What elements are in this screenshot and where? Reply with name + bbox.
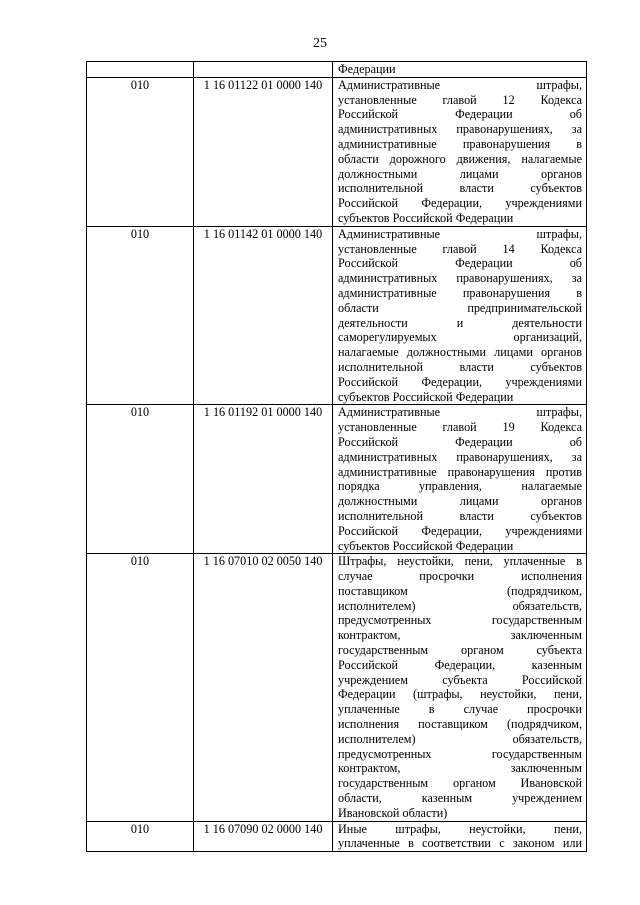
budget-codes-table [86, 61, 587, 852]
budget-classification-code-cell: 1 16 07090 02 0000 140 [194, 821, 333, 852]
description-line: области предпринимательской [338, 300, 582, 315]
table-row [87, 821, 587, 852]
description-line: Российской Федерации, казенным [338, 657, 582, 672]
table-row [87, 77, 587, 226]
description-line: области дорожного движения, налагаемые [338, 151, 582, 166]
description-line: случае просрочки исполнения [338, 569, 582, 584]
admin-code-cell: 010 [87, 821, 194, 852]
admin-code-cell: 010 [87, 554, 194, 821]
description-line: Российской Федерации об [338, 434, 582, 449]
description-line: Штрафы, неустойки, пени, уплаченные в [338, 554, 582, 569]
description-line: субъектов Российской Федерации [338, 538, 514, 553]
description-line: государственным органом субъекта [338, 643, 582, 658]
description-line: контрактом, заключенным [338, 628, 582, 643]
description-line: поставщиком (подрядчиком, [338, 583, 582, 598]
description-line: уплаченные в случае просрочки [338, 702, 582, 717]
description-line: уплаченные в соответствии с законом или [338, 836, 582, 851]
description-line: Иные штрафы, неустойки, пени, [338, 821, 582, 836]
description-line: административных правонарушениях, за [338, 122, 582, 137]
description-line: административных правонарушениях, за [338, 271, 582, 286]
budget-classification-code-cell: 1 16 01142 01 0000 140 [194, 226, 333, 405]
description-line: исполнения поставщиком (подрядчиком, [338, 717, 582, 732]
description-line: исполнительной власти субъектов [338, 181, 582, 196]
revenue-description-cell [333, 554, 587, 821]
budget-classification-code-cell [194, 62, 333, 78]
description-line: административные правонарушения в [338, 136, 582, 151]
admin-code-cell [87, 62, 194, 78]
revenue-description-cell [333, 405, 587, 554]
description-line: Административные штрафы, [338, 77, 582, 92]
revenue-description-cell [333, 62, 587, 78]
description-line: Российской Федерации, учреждениями [338, 374, 582, 389]
description-line: исполнителем) обязательств, [338, 731, 582, 746]
description-line: Российской Федерации, учреждениями [338, 196, 582, 211]
description-line: установленные главой 12 Кодекса [338, 92, 582, 107]
table-row [87, 226, 587, 405]
budget-classification-code-cell: 1 16 07010 02 0050 140 [194, 554, 333, 821]
description-line: субъектов Российской Федерации [338, 210, 514, 225]
description-line: Российской Федерации об [338, 256, 582, 271]
description-line: установленные главой 14 Кодекса [338, 241, 582, 256]
description-line: должностными лицами органов [338, 166, 582, 181]
description-line: административные правонарушения против [338, 464, 582, 479]
description-line: административных правонарушениях, за [338, 449, 582, 464]
description-line: исполнителем) обязательств, [338, 598, 582, 613]
description-line: субъектов Российской Федерации [338, 389, 514, 404]
description-line: контрактом, заключенным [338, 761, 582, 776]
admin-code-cell: 010 [87, 405, 194, 554]
description-line: Федерации [338, 62, 396, 76]
admin-code-cell: 010 [87, 77, 194, 226]
description-line: административные правонарушения в [338, 285, 582, 300]
description-line: Административные штрафы, [338, 226, 582, 241]
description-line: учреждением субъекта Российской [338, 672, 582, 687]
description-line: предусмотренных государственным [338, 613, 582, 628]
description-line: Ивановской области) [338, 805, 448, 820]
description-line: исполнительной власти субъектов [338, 359, 582, 374]
revenue-description-cell [333, 77, 587, 226]
description-line: налагаемые должностными лицами органов [338, 345, 582, 360]
table-row [87, 62, 587, 78]
table-row [87, 405, 587, 554]
description-line: области, казенным учреждением [338, 791, 582, 806]
table-row [87, 554, 587, 821]
description-line: порядка управления, налагаемые [338, 479, 582, 494]
description-line: деятельности и деятельности [338, 315, 582, 330]
description-line: Федерации (штрафы, неустойки, пени, [338, 687, 582, 702]
admin-code-cell: 010 [87, 226, 194, 405]
description-line: Административные штрафы, [338, 405, 582, 420]
description-line: предусмотренных государственным [338, 746, 582, 761]
description-line: саморегулируемых организаций, [338, 330, 582, 345]
description-line: государственным органом Ивановской [338, 776, 582, 791]
description-line: исполнительной власти субъектов [338, 508, 582, 523]
page-number: 25 [313, 36, 327, 51]
budget-classification-code-cell: 1 16 01192 01 0000 140 [194, 405, 333, 554]
description-line: Российской Федерации, учреждениями [338, 523, 582, 538]
description-line: Российской Федерации об [338, 107, 582, 122]
description-line: установленные главой 19 Кодекса [338, 420, 582, 435]
budget-classification-code-cell: 1 16 01122 01 0000 140 [194, 77, 333, 226]
table-body [87, 62, 587, 852]
revenue-description-cell [333, 226, 587, 405]
description-line: должностными лицами органов [338, 494, 582, 509]
revenue-description-cell [333, 821, 587, 852]
